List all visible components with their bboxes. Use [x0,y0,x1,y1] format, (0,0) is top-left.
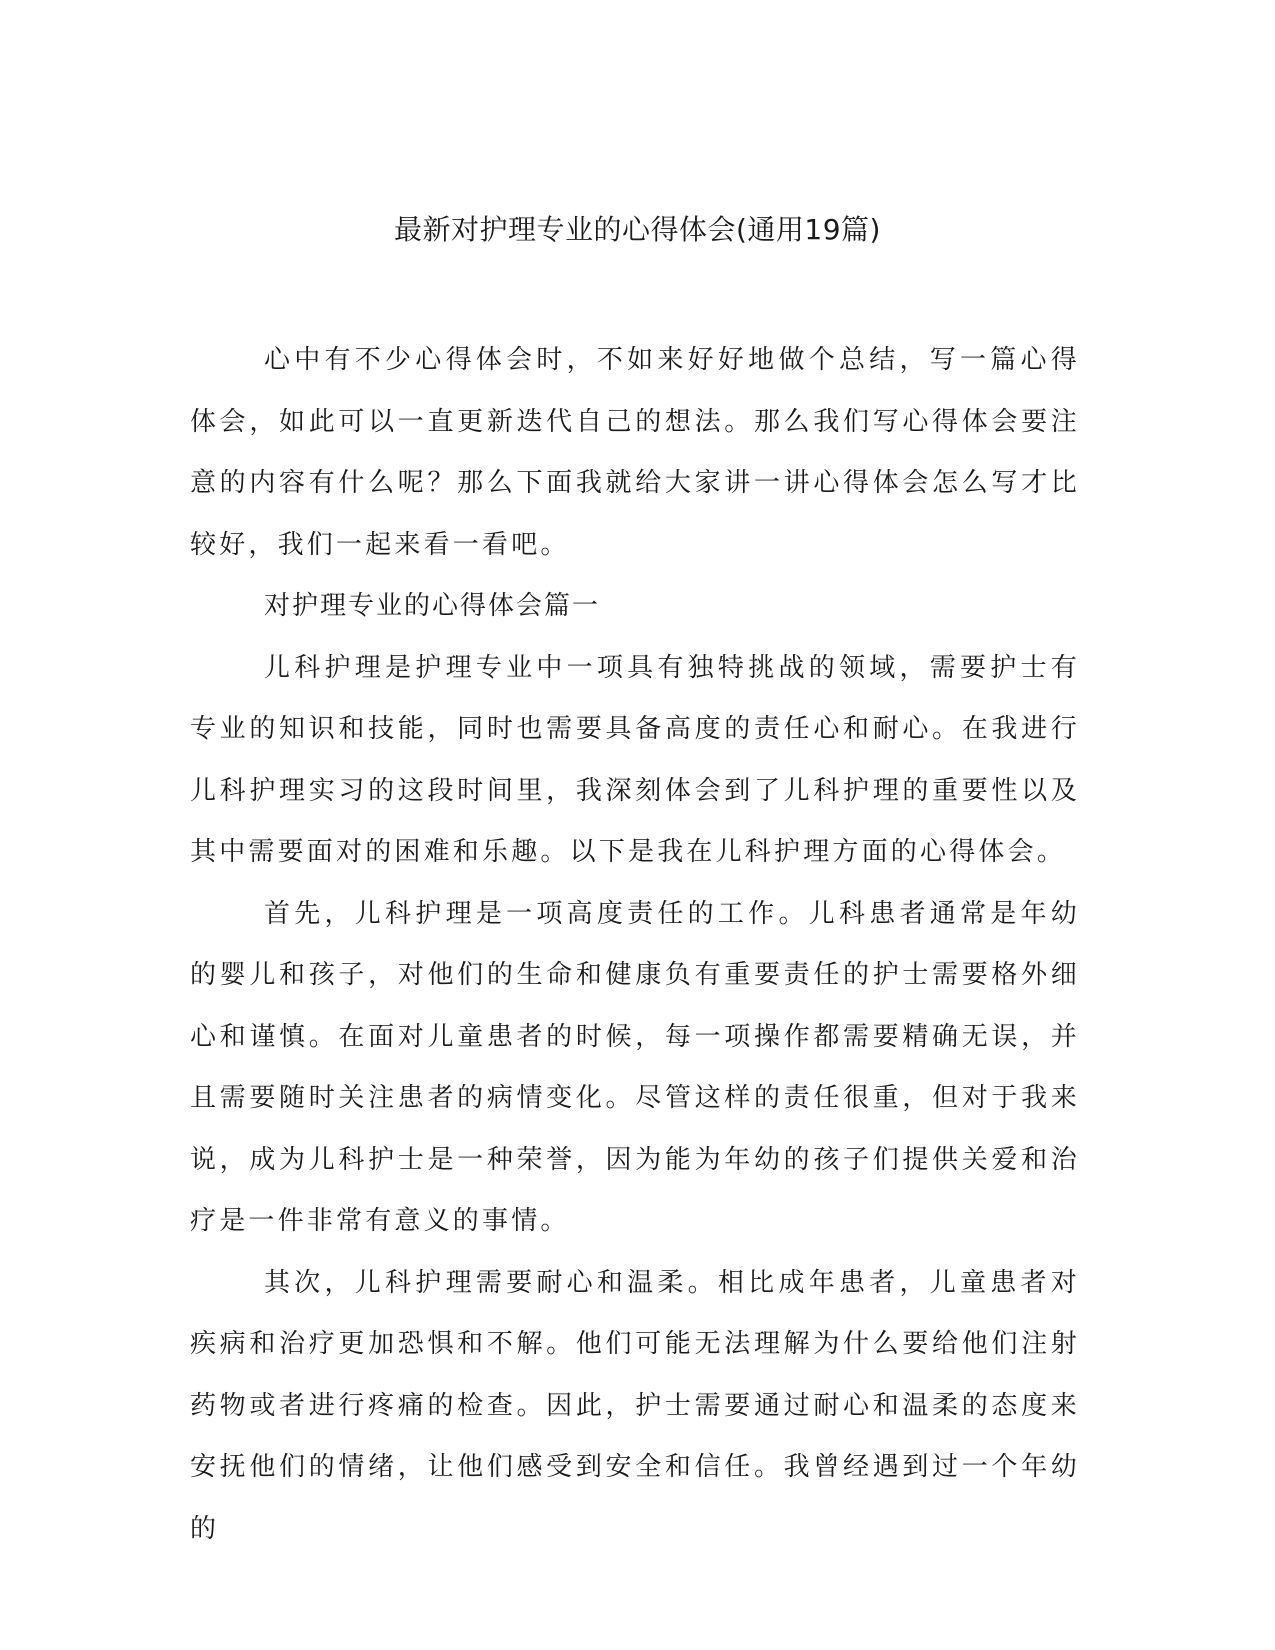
intro-paragraph: 心中有不少心得体会时，不如来好好地做个总结，写一篇心得体会，如此可以一直更新迭代自己的想法。那么我们写心得体会要注意的内容有什么呢？那么下面我就给大家讲一讲心得体会怎么写才比较好，我们一起来看一看吧。 [190,345,1080,560]
document-title: 最新对护理专业的心得体会(通用19篇) [394,213,881,246]
body-paragraph: 儿科护理是护理专业中一项具有独特挑战的领域，需要护士有专业的知识和技能，同时也需要具备高度的责任心和耐心。在我进行儿科护理实习的这段时间里，我深刻体会到了儿科护理的重要性以及其中需要面对的困难和乐趣。以下是我在儿科护理方面的心得体会。 [190,652,1080,867]
body-paragraph: 其次，儿科护理需要耐心和温柔。相比成年患者，儿童患者对疾病和治疗更加恐惧和不解。他们可能无法理解为什么要给他们注射药物或者进行疼痛的检查。因此，护士需要通过耐心和温柔的态度来安抚他们的情绪，让他们感受到安全和信任。我曾经遇到过一个年幼的 [190,1267,1080,1544]
document-body [190,330,1080,1560]
body-paragraph: 首先，儿科护理是一项高度责任的工作。儿科患者通常是年幼的婴儿和孩子，对他们的生命和健康负有重要责任的护士需要格外细心和谨慎。在面对儿童患者的时候，每一项操作都需要精确无误，并且需要随时关注患者的病情变化。尽管这样的责任很重，但对于我来说，成为儿科护士是一种荣誉，因为能为年幼的孩子们提供关爱和治疗是一件非常有意义的事情。 [190,898,1080,1236]
section-heading: 对护理专业的心得体会篇一 [264,591,601,621]
